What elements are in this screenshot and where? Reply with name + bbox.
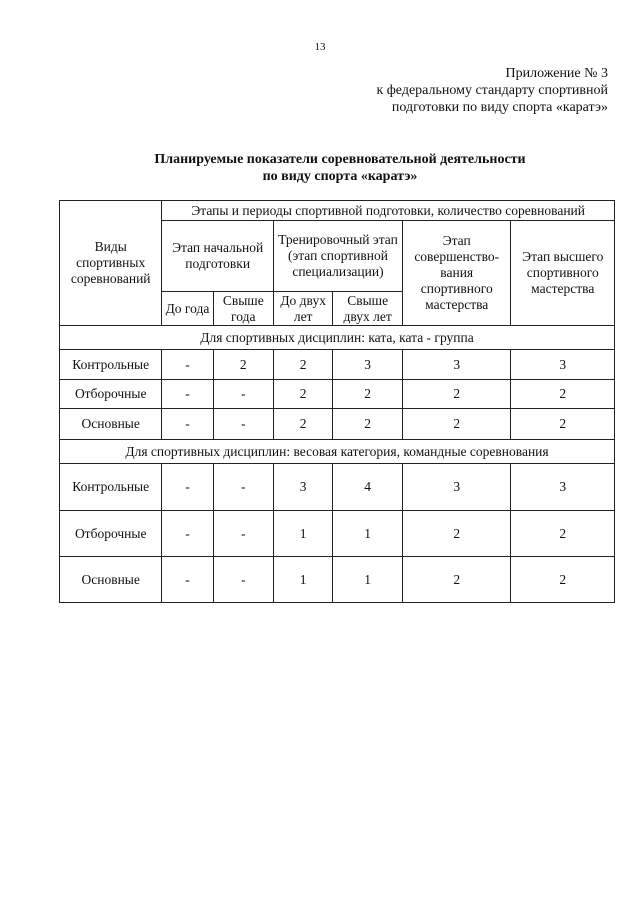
table-cell: 1: [333, 511, 403, 557]
table-cell: 2: [402, 380, 511, 409]
row-label: Основные: [60, 409, 162, 440]
table-cell: 2: [511, 511, 615, 557]
appendix-line-3: подготовки по виду спорта «каратэ»: [391, 100, 608, 115]
table-cell: -: [213, 511, 273, 557]
competition-indicators-table: [59, 200, 615, 603]
row-label: Контрольные: [60, 350, 162, 380]
row-label: Отборочные: [60, 380, 162, 409]
table-cell: -: [162, 464, 213, 511]
table-cell: 3: [333, 350, 403, 380]
table-cell: -: [213, 464, 273, 511]
table-cell: -: [162, 409, 213, 440]
table-cell: 1: [333, 557, 403, 603]
table-cell: 2: [511, 409, 615, 440]
row-label: Основные: [60, 557, 162, 603]
table-cell: 2: [273, 380, 332, 409]
table-cell: 3: [402, 350, 511, 380]
subheader-over-two-years: Свыше двух лет: [333, 292, 403, 326]
table-cell: -: [162, 557, 213, 603]
table-cell: 3: [402, 464, 511, 511]
table-cell: 4: [333, 464, 403, 511]
table-cell: -: [213, 409, 273, 440]
stage-training-header: Тренировочный этап (этап спортивной специализации): [273, 221, 402, 292]
table-cell: -: [162, 380, 213, 409]
subheader-over-year: Свыше года: [213, 292, 273, 326]
table-cell: 3: [273, 464, 332, 511]
table-cell: 2: [511, 557, 615, 603]
table-cell: 2: [273, 350, 332, 380]
subheader-up-to-two-years: До двух лет: [273, 292, 332, 326]
table-cell: 3: [511, 464, 615, 511]
document-title: [0, 151, 640, 185]
section-header: Для спортивных дисциплин: ката, ката - группа: [60, 326, 615, 350]
table-cell: 1: [273, 511, 332, 557]
table-cell: -: [213, 380, 273, 409]
title-line-2: по виду спорта «каратэ»: [262, 169, 418, 184]
table-cell: 1: [273, 557, 332, 603]
table-cell: 2: [333, 380, 403, 409]
title-line-1: Планируемые показатели соревновательной деятельности: [154, 152, 526, 167]
appendix-line-2: к федеральному стандарту спортивной: [376, 83, 608, 98]
table-cell: 2: [511, 380, 615, 409]
page-number: 13: [314, 41, 326, 53]
table-cell: 2: [333, 409, 403, 440]
stage-improvement-header: Этап совершенство-вания спортивного мастерства: [402, 221, 511, 326]
group-header: Этапы и периоды спортивной подготовки, количество соревнований: [162, 201, 615, 221]
section-header: Для спортивных дисциплин: весовая категория, командные соревнования: [60, 440, 615, 464]
subheader-up-to-year: До года: [162, 292, 213, 326]
row-label: Отборочные: [60, 511, 162, 557]
row-label: Контрольные: [60, 464, 162, 511]
appendix-note: [376, 65, 608, 116]
table-cell: -: [162, 350, 213, 380]
table-cell: 2: [402, 409, 511, 440]
stage-initial-header: Этап начальной подготовки: [162, 221, 274, 292]
table-cell: 2: [402, 557, 511, 603]
appendix-line-1: Приложение № 3: [505, 66, 608, 81]
table-cell: 2: [273, 409, 332, 440]
table-cell: -: [213, 557, 273, 603]
table-cell: 2: [402, 511, 511, 557]
stage-highest-header: Этап высшего спортивного мастерства: [511, 221, 615, 326]
table-cell: 3: [511, 350, 615, 380]
table-cell: -: [162, 511, 213, 557]
corner-header: Виды спортивных соревнований: [60, 201, 162, 326]
table-cell: 2: [213, 350, 273, 380]
